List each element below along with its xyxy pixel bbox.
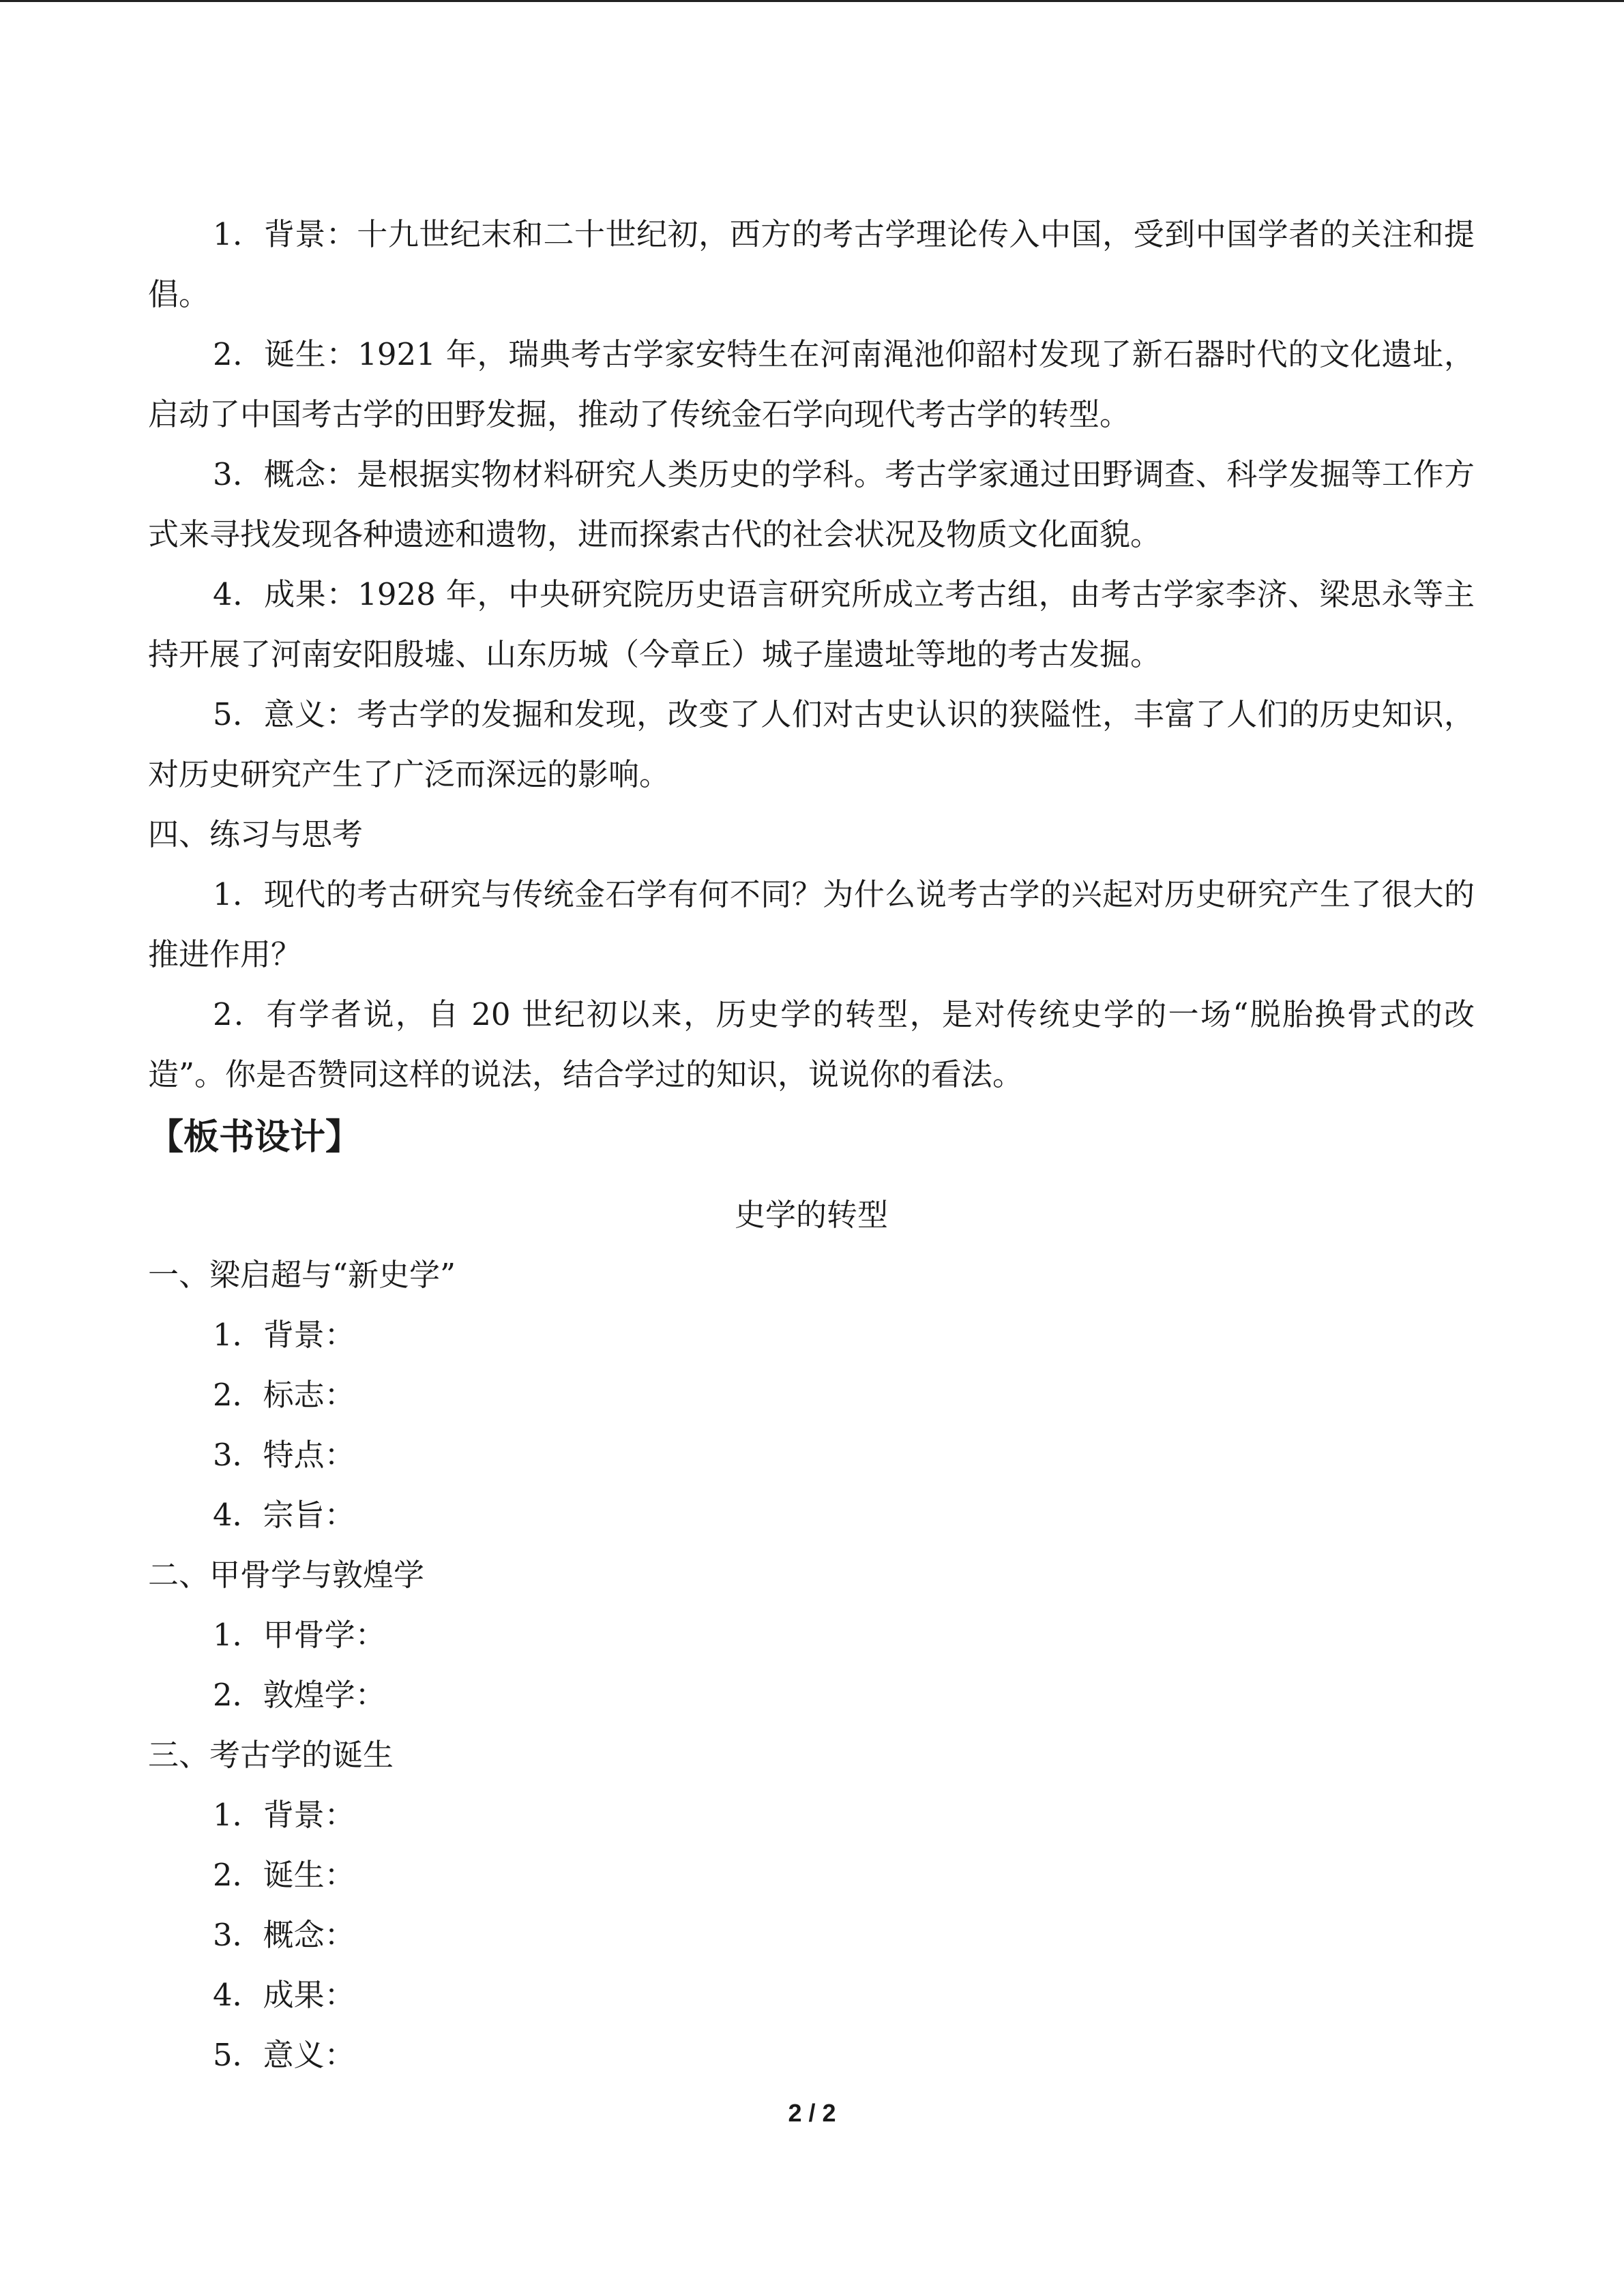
board-part-item: 1．背景： xyxy=(213,1317,355,1353)
document-page xyxy=(148,205,1475,2085)
practice-question-2: 2．有学者说，自 20 世纪初以来，历史学的转型，是对传统史学的一场“脱胎换骨式的改造”。你是否赞同这样的说法，结合学过的知识，说说你的看法。 xyxy=(148,996,1475,1092)
board-design-title: 史学的转型 xyxy=(734,1197,888,1233)
intro-item-significance: 5．意义：考古学的发掘和发现，改变了人们对古史认识的狭隘性，丰富了人们的历史知识，对历史研究产生了广泛而深远的影响。 xyxy=(148,696,1475,792)
board-part-item: 4．宗旨： xyxy=(213,1497,355,1533)
board-design-section-title: 【板书设计】 xyxy=(148,1117,361,1158)
board-part-item: 5．意义： xyxy=(213,2037,355,2073)
board-part-item: 2．敦煌学： xyxy=(213,1677,386,1713)
board-part-item: 2．诞生： xyxy=(213,1857,355,1893)
board-part-item: 1．背景： xyxy=(213,1797,355,1833)
page-number: 2 / 2 xyxy=(788,2099,836,2127)
board-part-heading: 三、考古学的诞生 xyxy=(148,1737,394,1773)
practice-heading: 四、练习与思考 xyxy=(148,816,364,852)
practice-question-1: 1．现代的考古研究与传统金石学有何不同？为什么说考古学的兴起对历史研究产生了很大的推进作用？ xyxy=(148,876,1475,972)
board-part-heading: 二、甲骨学与敦煌学 xyxy=(148,1557,425,1593)
board-part-item: 2．标志： xyxy=(213,1377,355,1413)
board-part-heading: 一、梁启超与“新史学” xyxy=(148,1257,456,1293)
board-part-item: 3．特点： xyxy=(213,1437,355,1473)
board-part-1 xyxy=(148,1245,1475,1545)
top-border-line xyxy=(0,0,1624,2)
intro-item-birth: 2．诞生：1921 年，瑞典考古学家安特生在河南渑池仰韶村发现了新石器时代的文化遗址，启动了中国考古学的田野发掘，推动了传统金石学向现代考古学的转型。 xyxy=(148,336,1475,432)
board-part-2 xyxy=(148,1545,1475,1725)
intro-item-concept: 3．概念：是根据实物材料研究人类历史的学科。考古学家通过田野调查、科学发掘等工作方式来寻找发现各种遗迹和遗物，进而探索古代的社会状况及物质文化面貌。 xyxy=(148,456,1475,552)
board-part-item: 3．概念： xyxy=(213,1917,355,1953)
board-part-item: 4．成果： xyxy=(213,1977,355,2013)
intro-item-achievement: 4．成果：1928 年，中央研究院历史语言研究所成立考古组，由考古学家李济、梁思永等主持开展了河南安阳殷墟、山东历城（今章丘）城子崖遗址等地的考古发掘。 xyxy=(148,576,1475,672)
board-part-item: 1．甲骨学： xyxy=(213,1617,386,1653)
intro-item-background: 1．背景：十九世纪末和二十世纪初，西方的考古学理论传入中国，受到中国学者的关注和提倡。 xyxy=(148,216,1475,312)
board-part-3 xyxy=(148,1725,1475,2085)
